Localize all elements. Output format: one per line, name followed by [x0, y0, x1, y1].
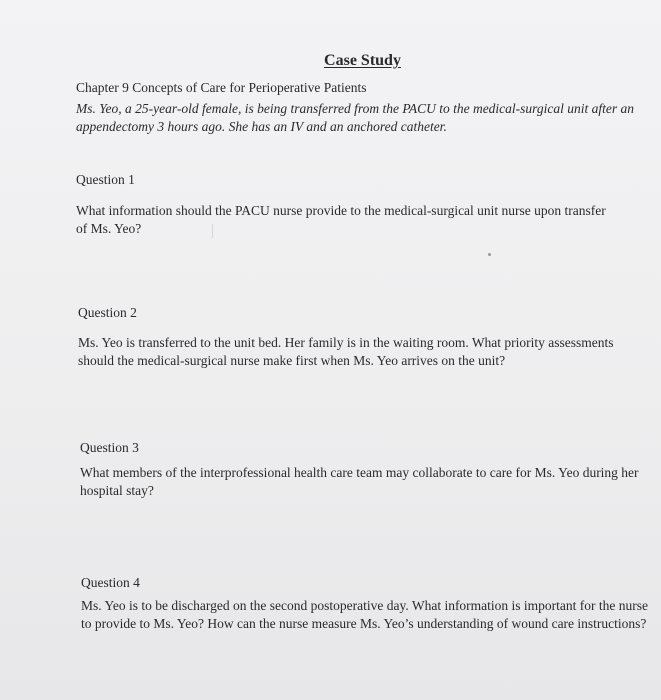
case-scenario: Ms. Yeo, a 25-year-old female, is being transferred from the PACU to the medical-surgical unit after an appendectomy 3 hours ago. She has an IV and an anchored catheter. [76, 101, 635, 134]
paper-speck [488, 253, 491, 256]
question-2-text: Ms. Yeo is transferred to the unit bed. Her family is in the waiting room. What priority assessments should the medical-surgical nurse make first when Ms. Yeo arrives on the unit? [78, 335, 614, 368]
question-4-text: Ms. Yeo is to be discharged on the second postoperative day. What information is important for the nurse to provide to Ms. Yeo? How can the nurse measure Ms. Yeo’s understanding of wound care instructions? [81, 598, 649, 631]
question-1-text: What information should the PACU nurse provide to the medical-surgical unit nurse upon transfer of Ms. Yeo? [76, 203, 606, 236]
question-4-label: Question 4 [81, 575, 140, 590]
question-3-label: Question 3 [80, 440, 139, 455]
chapter-subtitle: Chapter 9 Concepts of Care for Perioperative Patients [76, 80, 367, 95]
question-3-text: What members of the interprofessional health care team may collaborate to care for Ms. Yeo during her hospital stay? [80, 465, 639, 498]
paper-mark [212, 224, 213, 238]
question-2-label: Question 2 [78, 305, 137, 320]
page-title: Case Study [324, 52, 401, 69]
question-1-label: Question 1 [76, 172, 135, 187]
